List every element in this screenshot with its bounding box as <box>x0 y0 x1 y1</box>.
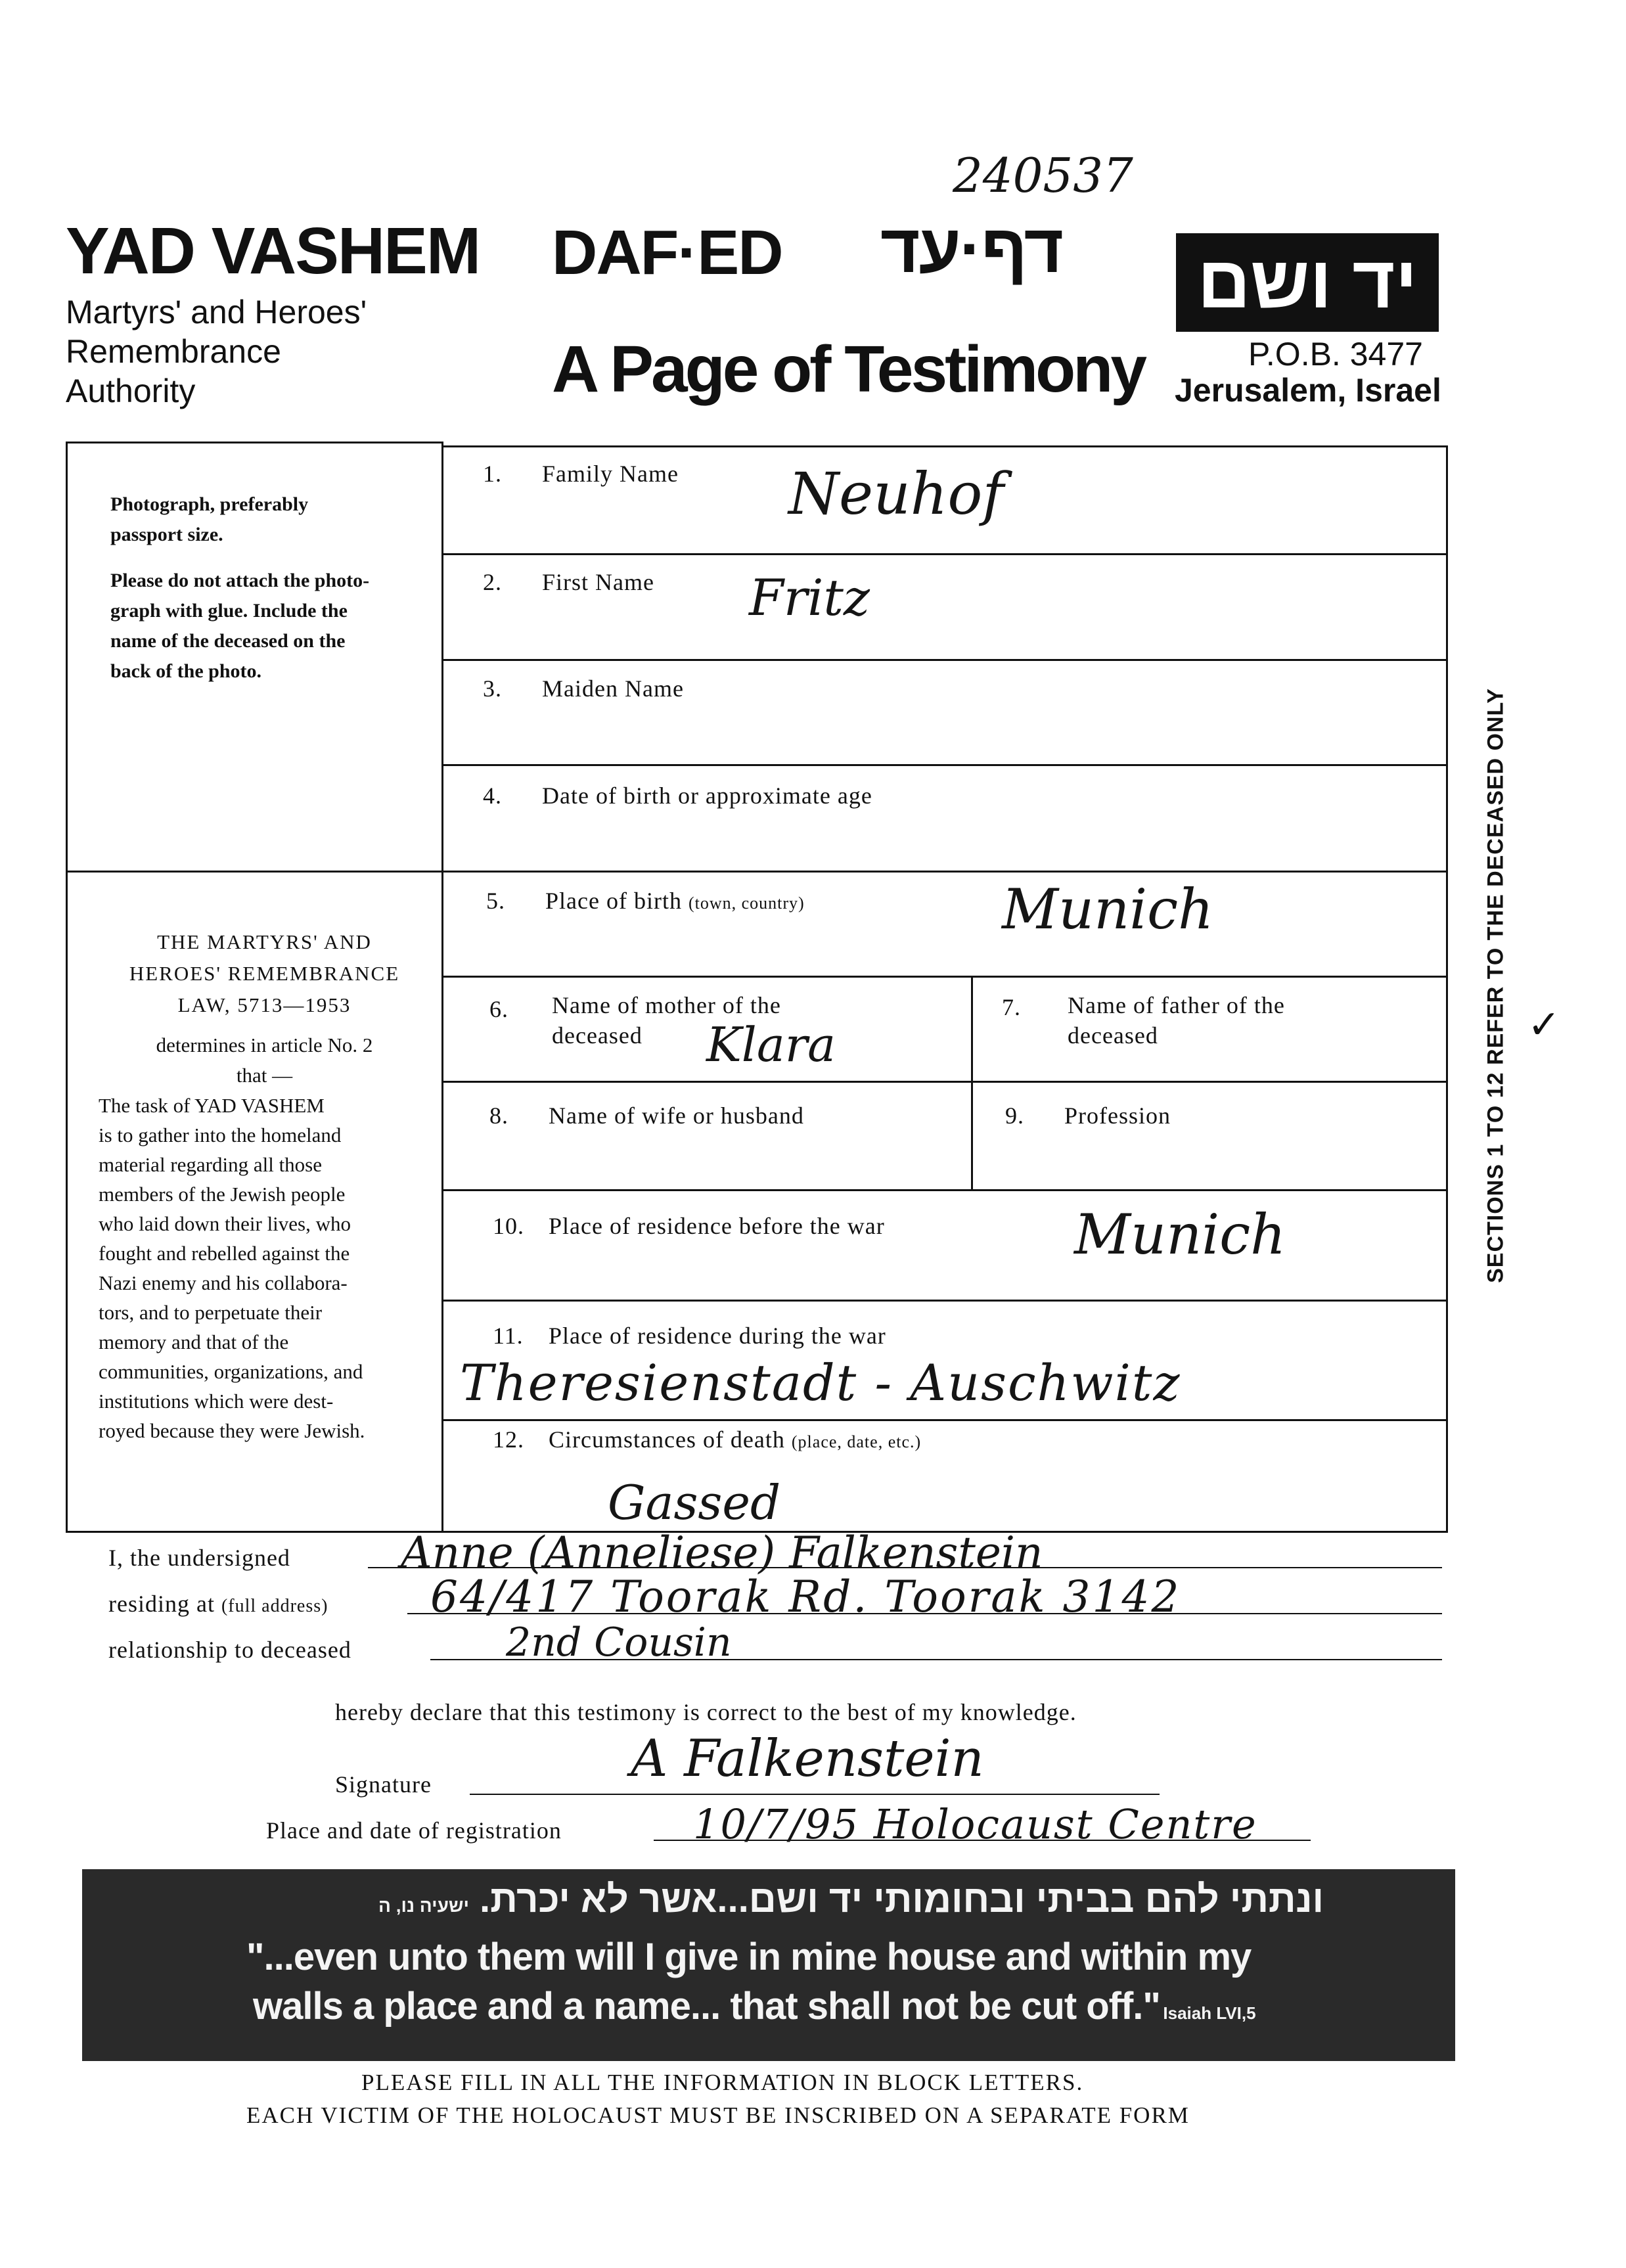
law-body-line: fought and rebelled against the <box>99 1242 350 1265</box>
relationship-value[interactable]: 2nd Cousin <box>506 1620 732 1666</box>
undersigned-value[interactable]: Anne (Anneliese) Falkenstein <box>401 1528 1043 1578</box>
rule-7 <box>443 1189 1448 1191</box>
undersigned-label: I, the undersigned <box>108 1545 290 1571</box>
rule-6 <box>443 1081 1448 1083</box>
field-9-num: 9. <box>1005 1102 1024 1129</box>
declaration-statement: hereby declare that this testimony is correct to the best of my knowledge. <box>335 1699 1077 1725</box>
archive-number: 240537 <box>953 148 1133 203</box>
law-body-line: is to gather into the homeland <box>99 1123 342 1146</box>
field-7-label-line: deceased <box>1068 1022 1158 1049</box>
field-5-num: 5. <box>486 888 505 914</box>
rule-5 <box>443 976 1448 978</box>
pob: P.O.B. 3477 <box>1248 336 1423 373</box>
quote-line-2-row <box>253 1984 1256 2028</box>
field-2-label: First Name <box>542 569 654 595</box>
frame-right <box>1446 445 1448 1532</box>
field-5-value[interactable]: Munich <box>1002 877 1214 941</box>
photo-line: name of the deceased on the <box>110 630 346 652</box>
quote-hebrew-ref: ישעיה נו, ה <box>378 1895 469 1916</box>
law-body-line: royed because they were Jewish. <box>99 1419 365 1442</box>
law-determines <box>99 1030 430 1091</box>
city: Jerusalem, Israel <box>1175 372 1441 409</box>
rule-4 <box>443 871 1448 873</box>
rule-2 <box>443 659 1448 661</box>
quote-hebrew-row <box>378 1877 1324 1921</box>
relationship-label: relationship to deceased <box>108 1637 351 1663</box>
field-11-value[interactable]: Theresienstadt - Auschwitz <box>460 1353 1181 1412</box>
field-11-num: 11. <box>493 1323 524 1349</box>
law-body-line: who laid down their lives, who <box>99 1212 351 1235</box>
org-subtitle <box>66 292 367 411</box>
law-body-line: The task of YAD VASHEM <box>99 1094 325 1117</box>
field-12-label-text: Circumstances of death <box>549 1426 785 1453</box>
law-title-line: HEROES' REMEMBRANCE <box>129 962 400 985</box>
org-subtitle-line: Authority <box>66 373 196 409</box>
law-body <box>99 1091 430 1445</box>
law-body-line: members of the Jewish people <box>99 1183 346 1206</box>
field-2-value[interactable]: Fritz <box>749 568 870 627</box>
photo-line: graph with glue. Include the <box>110 600 348 622</box>
field-5-label-text: Place of birth <box>545 888 682 914</box>
field-10-value[interactable]: Munich <box>1074 1202 1286 1267</box>
law-box <box>99 926 430 1445</box>
field-5-label-small: (town, country) <box>688 894 805 913</box>
law-body-line: memory and that of the <box>99 1330 289 1353</box>
photo-line: Please do not attach the photo- <box>110 570 370 591</box>
side-note: SECTIONS 1 TO 12 REFER TO THE DECEASED ONLY <box>1483 688 1508 1283</box>
field-11-label: Place of residence during the war <box>549 1323 886 1349</box>
rule-8 <box>443 1300 1448 1302</box>
field-1-value[interactable]: Neuhof <box>788 460 1004 528</box>
field-5-label <box>545 887 805 915</box>
field-3-num: 3. <box>483 675 502 702</box>
frame-left <box>66 442 68 1532</box>
law-body-line: communities, organizations, and <box>99 1360 363 1383</box>
rule-1 <box>443 553 1448 555</box>
law-title-line: LAW, 5713—1953 <box>177 993 351 1016</box>
field-6-label-line: Name of mother of the <box>552 992 781 1018</box>
footer-line-2: EACH VICTIM OF THE HOLOCAUST MUST BE INSCRIBED ON A SEPARATE FORM <box>246 2102 1190 2128</box>
logo-hebrew: יד ושם <box>1197 241 1418 323</box>
field-2-num: 2. <box>483 569 502 595</box>
field-7-label <box>1068 990 1285 1051</box>
rule-3 <box>443 764 1448 766</box>
signature-line <box>470 1794 1160 1795</box>
frame-middle <box>441 442 443 1532</box>
law-body-line: Nazi enemy and his collabora- <box>99 1271 348 1294</box>
field-3-label: Maiden Name <box>542 675 684 702</box>
field-6-value[interactable]: Klara <box>706 1017 836 1072</box>
address-value[interactable]: 64/417 Toorak Rd. Toorak 3142 <box>430 1572 1181 1622</box>
field-4-num: 4. <box>483 782 502 809</box>
law-body-line: tors, and to perpetuate their <box>99 1301 323 1324</box>
field-9-label: Profession <box>1064 1102 1171 1129</box>
photo-instructions <box>110 489 419 687</box>
footer-line-1: PLEASE FILL IN ALL THE INFORMATION IN BLOCK LETTERS. <box>361 2070 1084 2095</box>
daf-ed-label: DAF·ED <box>552 217 782 288</box>
address-label-small: (full address) <box>221 1596 328 1616</box>
rule-9 <box>443 1419 1448 1421</box>
page-title: A Page of Testimony <box>552 332 1144 406</box>
left-divider <box>66 871 443 873</box>
law-determines-line: determines in article No. 2 <box>156 1033 373 1056</box>
split-8-9 <box>971 1081 973 1189</box>
frame-top-left <box>66 442 443 443</box>
field-7-label-line: Name of father of the <box>1068 992 1285 1018</box>
field-12-value[interactable]: Gassed <box>608 1475 781 1530</box>
field-10-num: 10. <box>493 1213 524 1239</box>
law-body-line: institutions which were dest- <box>99 1390 334 1413</box>
field-6-num: 6. <box>489 996 508 1022</box>
field-10-label: Place of residence before the war <box>549 1213 885 1239</box>
field-8-label: Name of wife or husband <box>549 1102 804 1129</box>
check-mark-icon: ✓ <box>1527 1002 1561 1048</box>
field-7-num: 7. <box>1002 994 1021 1020</box>
quote-line-1: "...even unto them will I give in mine house and within my <box>246 1936 1252 1978</box>
logo-box <box>1176 233 1439 332</box>
field-1-label: Family Name <box>542 461 679 487</box>
signature-label: Signature <box>335 1771 432 1798</box>
field-1-num: 1. <box>483 461 502 487</box>
place-date-label: Place and date of registration <box>266 1817 562 1844</box>
law-body-line: material regarding all those <box>99 1153 323 1176</box>
photo-line: back of the photo. <box>110 660 262 682</box>
signature-value[interactable]: A Falkenstein <box>631 1729 984 1788</box>
law-title-line: THE MARTYRS' AND <box>157 930 372 953</box>
field-12-label <box>549 1426 921 1453</box>
org-name: YAD VASHEM <box>66 214 480 288</box>
law-determines-line: that — <box>236 1064 293 1087</box>
daf-ed-hebrew: דף·עד <box>880 211 1063 287</box>
org-subtitle-line: Martyrs' and Heroes' <box>66 294 367 330</box>
law-title <box>99 926 430 1021</box>
quote-hebrew: ונתתי להם בביתי ובחומותי יד ושם...אשר לא יכרת. <box>480 1878 1324 1920</box>
photo-line: Photograph, preferably <box>110 493 309 515</box>
quote-line-2: walls a place and a name... that shall not be cut off." <box>253 1985 1160 2028</box>
photo-line: passport size. <box>110 524 223 545</box>
frame-top-right <box>443 445 1448 447</box>
address-label <box>108 1590 328 1618</box>
quote-ref: Isaiah LVI,5 <box>1163 2003 1256 2023</box>
field-4-label: Date of birth or approximate age <box>542 782 872 809</box>
address-label-text: residing at <box>108 1591 215 1617</box>
field-12-num: 12. <box>493 1426 524 1453</box>
field-8-num: 8. <box>489 1102 508 1129</box>
field-12-label-small: (place, date, etc.) <box>791 1432 922 1451</box>
org-subtitle-line: Remembrance <box>66 333 281 370</box>
quote-banner <box>82 1869 1455 2061</box>
field-6-label-line: deceased <box>552 1022 643 1049</box>
place-date-value[interactable]: 10/7/95 Holocaust Centre <box>693 1800 1257 1848</box>
split-6-7 <box>971 976 973 1081</box>
